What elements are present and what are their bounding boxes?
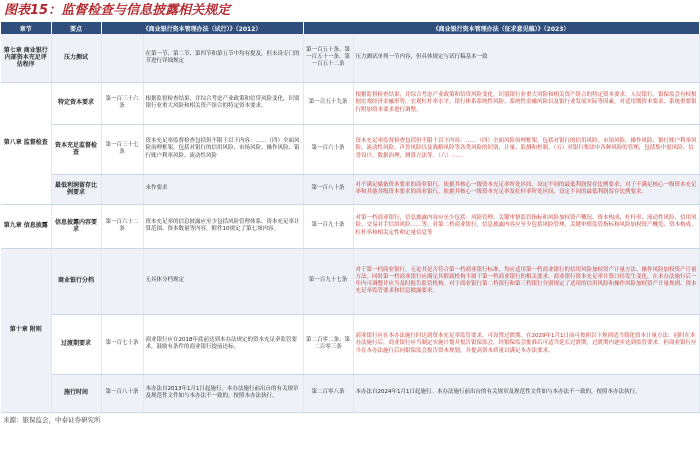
table-row [1, 248, 699, 314]
new-text: 对第一档商业银行，信息披露内容应至少包括：风险管理、关键审慎监管指标和风险加权资产概况、资本构成、杠杆率、流动性风险、信用风险、交易对手信用风险……等。对第二档商业银行，信息披露内容应至少包括风险管理、关键审慎监管指标和风险加权资产概览、资本构成、杠杆率和相关定性和定量信息等 [353, 204, 699, 248]
new-text: 对于第一档商业银行，无论其是否符合第一档商业银行标准，均应适用第一档商业银行的信用风险加权资产计量方法、操作风险加权资产计量方法。同时第一档商业银行应满足其附属机构不属于第一档商业银行的相关要求。商业银行资本充足率计算口径发生变化，在本办法施行后一年内可调整并应当及时报告监管机构。对于商业银行第二档银行和第三档银行分别规定了适用的信用风险和操作风险加权资产计量规则、资本充足率监管要求和信息披露要求。 [353, 248, 699, 314]
col-2012: 《商业银行资本管理办法（试行）》（2012） [101, 22, 303, 34]
col-chapter: 章节 [1, 22, 51, 34]
old-article: 第一百七十条 [101, 314, 143, 374]
chapter-cell: 第九章 信息披露 [1, 204, 51, 248]
key-cell: 压力测试 [51, 34, 101, 82]
new-article: 第一百五十九条 [303, 82, 353, 124]
table-header [1, 22, 699, 34]
new-text: 商业银行应在本办法施行时达到资本充足率监管要求，可设置过渡期。在2029年1月1日前可按照以下规则适当简化资本计量方法：同时在本办法施行后，商业银行应当制定实施计划并报告银保监会，经银保监会批准后可适当延长过渡期，过渡期内逐步达到监管要求。但商业银行应当在本办法施行后向银保监会报告资本规划，并提高资本质量以满足本办法要求。 [353, 314, 699, 374]
new-text: 压力测试单列一节内容，但具体规定与试行稿基本一致 [353, 34, 699, 82]
col-key: 要点 [51, 22, 101, 34]
old-article [101, 34, 143, 82]
table-row [1, 34, 699, 82]
chapter-cell: 第七章 商业银行内部资本充足评估程序 [1, 34, 51, 82]
table-row [1, 204, 699, 248]
key-cell: 最低利润留存比例要求 [51, 174, 101, 204]
old-text: 资本充足率监督检查包括但不限于以下内容：……（四）全面风险治理框架，包括对银行的信用风险、市场风险、操作风险、银行账户利率风险、流动性风险 [143, 124, 303, 174]
new-article: 第一百六十条 [303, 124, 353, 174]
old-text: 在第一节、第二节、第四节和第五节中均有提及，但未设专门的节进行详细规定 [143, 34, 303, 82]
regulation-table [1, 22, 700, 413]
table-row [1, 124, 699, 174]
key-cell: 资本充足监督检查 [51, 124, 101, 174]
key-cell: 信息披露内容要求 [51, 204, 101, 248]
table-row [1, 174, 699, 204]
table-row [1, 374, 699, 412]
table-row [1, 314, 699, 374]
chapter-cell: 第十章 附则 [1, 248, 51, 412]
key-cell: 过渡期要求 [51, 314, 101, 374]
old-article: 第一百三十七条 [101, 124, 143, 174]
old-article: 第一百八十条 [101, 374, 143, 412]
table-row [1, 82, 699, 124]
source-note: 来源：银保监会，中泰证券研究所 [3, 415, 101, 424]
col-2023: 《商业银行资本管理办法（征求意见稿）》（2023） [303, 22, 699, 34]
new-article: 第二百零二条、第二百零三条 [303, 314, 353, 374]
old-article [101, 248, 143, 314]
new-article: 第一百八十条 [303, 174, 353, 204]
old-article: 第一百三十六条 [101, 82, 143, 124]
new-text: 资本充足率监督检查包括但不限于以下内容：……（四）全面风险治理框架，包括对银行的信用风险、市场风险、操作风险、银行账户利率风险、流动性风险、声誉风险以及战略风险等各类风险的识别、计量、监测和控制。（五）对银行集团中各种风险的管理，包括集中度风险、信誉设计、数据治理、测算方法等。（六）…… [353, 124, 699, 174]
chapter-cell: 第八章 监督检查 [1, 82, 51, 204]
old-text: 商业银行应在2018年底前达到本办法规定的资本充足率监管要求，鼓励有条件的商业银行提前达标。 [143, 314, 303, 374]
new-text: 对不满足储备资本要求的商业银行，依据其核心一级资本充足率所处区间，设定不同的最低利润留存比例要求；对于不满足核心一级资本充足率和其他各级资本要求的商业银行，依据其核心一级资本充足率及杠杆率所处区间，设定不同的最低利润留存比例要求。 [353, 174, 699, 204]
key-cell: 施行时间 [51, 374, 101, 412]
new-article: 第二百零八条 [303, 374, 353, 412]
old-text: 无具体分档规定 [143, 248, 303, 314]
new-article: 第一百九十七条 [303, 248, 353, 314]
new-text: 根据监督检查结果，并综合考虑产业政策和信贷风险变化，识别银行业重大风险和相关资产组合的特定资本要求。人民银行、银保监会有权根据宏观经济金融形势、宏观杠杆率水平、银行体系系统性风险、系统性金融风险以及银行业发展实际等因素，对适用期资本要求、系统重要银行附加资本要求进行调整。 [353, 82, 699, 124]
old-text: 本办法自2013年1月1日起施行。本办法施行前出台的有关规章及规范性文件如与本办法不一致的，按照本办法执行。 [143, 374, 303, 412]
key-cell: 商业银行分档 [51, 248, 101, 314]
new-article: 第一百五十条、第一百五十一条、第一百五十二条 [303, 34, 353, 82]
old-text: 未作要求 [143, 174, 303, 204]
old-text: 根据监督检查结果，并综合考虑产业政策和信贷风险变化，识别银行业重大风险和相关资产组合的特定资本要求。 [143, 82, 303, 124]
old-article [101, 174, 143, 204]
new-text: 本办法自2024年1月1日起施行。本办法施行前出台的有关规章及规范性文件如与本办法不一致的，按照本办法执行。 [353, 374, 699, 412]
old-article: 第一百六十二条 [101, 204, 143, 248]
new-article: 第一百九十条 [303, 204, 353, 248]
old-text: 资本充足率的信息披露应至少包括风险管理体系、资本充足率计算范围、资本数量等内容，附件10规定了第七项内容。 [143, 204, 303, 248]
key-cell: 特定资本要求 [51, 82, 101, 124]
figure-title: 图表15：监督检查与信息披露相关规定 [4, 3, 231, 18]
